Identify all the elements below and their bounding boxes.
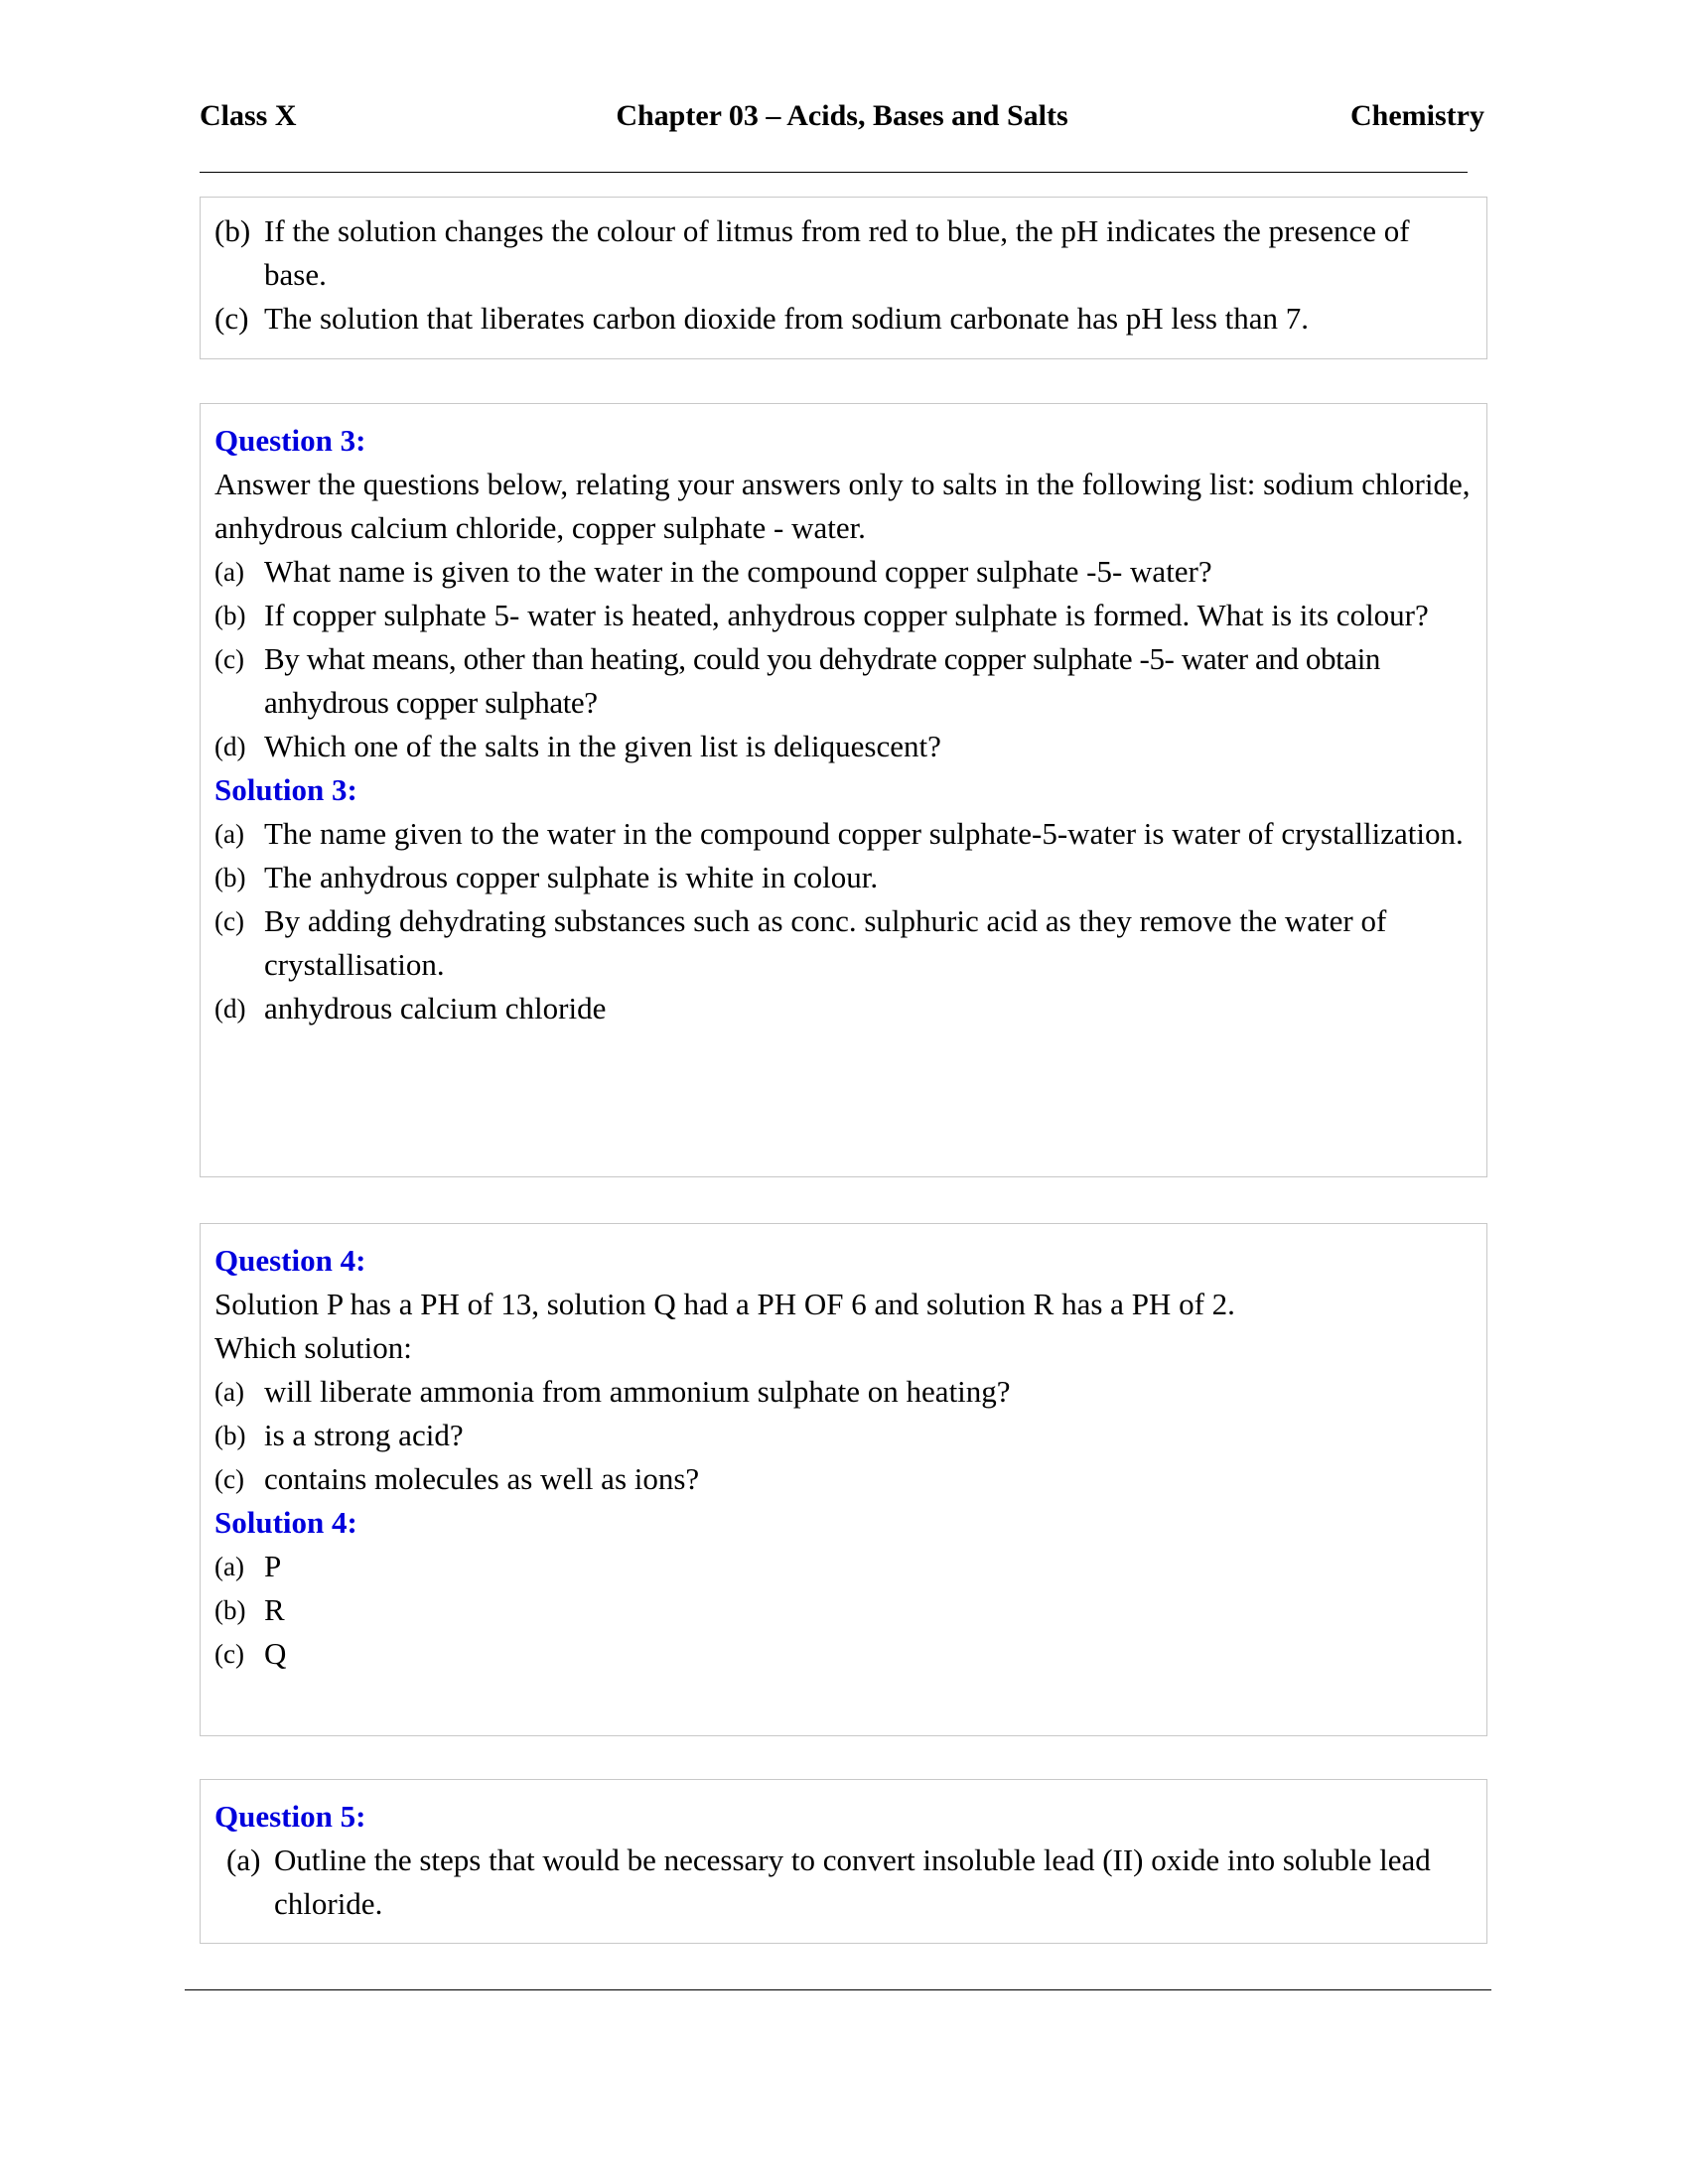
item-text: P	[264, 1549, 282, 1583]
list-item	[214, 1839, 1473, 1926]
item-label: (d)	[214, 732, 246, 761]
list-item	[214, 812, 1473, 856]
question-3-intro: Answer the questions below, relating your answers only to salts in the following list: sodium chloride, anhydrous calcium chloride, copper sulphate - water.	[214, 467, 1471, 545]
item-label: (a)	[214, 1377, 244, 1407]
item-text: The name given to the water in the compound copper sulphate-5-water is water of crystallization.	[264, 816, 1464, 851]
item-label: (c)	[214, 1639, 244, 1669]
question-4-content	[201, 1224, 1486, 1676]
item-text: R	[264, 1592, 285, 1627]
item-label: (d)	[214, 994, 246, 1024]
list-item	[214, 209, 1473, 297]
item-text: will liberate ammonia from ammonium sulphate on heating?	[264, 1374, 1011, 1409]
question-3-box	[200, 403, 1487, 1177]
list-item	[214, 987, 1473, 1030]
question-5-box	[200, 1779, 1487, 1944]
item-text: By what means, other than heating, could you dehydrate copper sulphate -5- water and obtain anhydrous copper sulphate?	[264, 641, 1381, 720]
list-item	[214, 856, 1473, 899]
item-label: (a)	[226, 1843, 261, 1877]
question-5-heading: Question 5:	[214, 1799, 366, 1834]
list-item	[214, 1588, 1473, 1632]
solution-4-heading: Solution 4:	[214, 1505, 357, 1540]
item-text: By adding dehydrating substances such as conc. sulphuric acid as they remove the water of crystallisation.	[264, 903, 1387, 982]
question-4-box	[200, 1223, 1487, 1736]
list-item	[214, 1457, 1473, 1501]
item-text: contains molecules as well as ions?	[264, 1461, 700, 1496]
solution-3-heading: Solution 3:	[214, 772, 357, 807]
item-label: (a)	[214, 1552, 244, 1581]
chapter-title: Chapter 03 – Acids, Bases and Salts	[616, 99, 1068, 132]
item-text: Q	[264, 1636, 287, 1671]
item-label: (c)	[214, 301, 249, 336]
page-header	[200, 99, 1484, 143]
item-text: Which one of the salts in the given list is deliquescent?	[264, 729, 941, 763]
list-item	[214, 637, 1473, 725]
continuation-box	[200, 197, 1487, 359]
item-text: What name is given to the water in the compound copper sulphate -5- water?	[264, 554, 1212, 589]
list-item	[214, 1632, 1473, 1676]
item-text: is a strong acid?	[264, 1418, 464, 1452]
item-text: Outline the steps that would be necessary to convert insoluble lead (II) oxide into soluble lead chloride.	[274, 1843, 1431, 1921]
list-item	[214, 297, 1473, 341]
item-text: If the solution changes the colour of litmus from red to blue, the pH indicates the presence of base.	[264, 213, 1410, 292]
question-5-content	[201, 1780, 1486, 1926]
header-rule	[200, 172, 1468, 173]
item-label: (c)	[214, 906, 244, 936]
question-4-intro: Solution P has a PH of 13, solution Q had a PH OF 6 and solution R has a PH of 2.	[214, 1287, 1235, 1321]
footer-rule	[185, 1989, 1491, 1990]
item-label: (b)	[214, 1595, 246, 1625]
item-label: (c)	[214, 1464, 244, 1494]
question-4-heading: Question 4:	[214, 1243, 366, 1278]
item-text: The solution that liberates carbon dioxide from sodium carbonate has pH less than 7.	[264, 301, 1310, 336]
question-3-content	[201, 404, 1486, 1030]
item-label: (b)	[214, 863, 246, 892]
item-label: (a)	[214, 557, 244, 587]
list-item	[214, 594, 1473, 637]
item-label: (b)	[214, 213, 251, 248]
item-text: anhydrous calcium chloride	[264, 991, 607, 1025]
item-label: (b)	[214, 1421, 246, 1450]
item-label: (c)	[214, 644, 244, 674]
item-label: (b)	[214, 601, 246, 630]
list-item	[214, 725, 1473, 768]
list-item	[214, 1545, 1473, 1588]
item-text: If copper sulphate 5- water is heated, anhydrous copper sulphate is formed. What is its colour?	[264, 598, 1429, 632]
item-label: (a)	[214, 819, 244, 849]
subject-label: Chemistry	[1350, 99, 1484, 132]
question-3-heading: Question 3:	[214, 423, 366, 458]
list-item	[214, 899, 1473, 987]
list-item	[214, 550, 1473, 594]
list-item	[214, 1370, 1473, 1414]
class-label: Class X	[200, 99, 297, 132]
question-4-prompt: Which solution:	[214, 1330, 412, 1365]
list-item	[214, 1414, 1473, 1457]
item-text: The anhydrous copper sulphate is white in colour.	[264, 860, 879, 894]
continuation-content	[201, 198, 1486, 341]
